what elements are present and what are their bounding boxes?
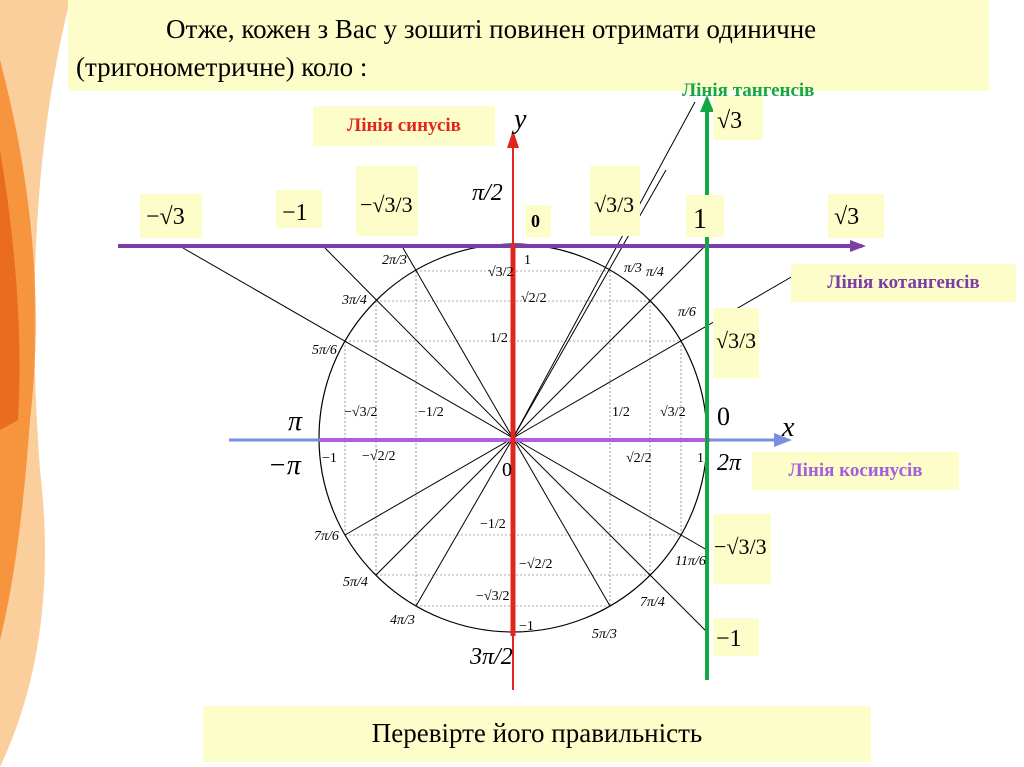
angle-pi-3: π/3 [624,261,642,276]
cotangent-arrow-icon [850,240,866,252]
three-half-pi-label: 3π/2 [470,644,513,670]
angle-pi-6: π/6 [678,305,696,320]
footer-text: Перевірте його правильність [371,718,703,748]
tangent-line-label: Лінія тангенсів [682,80,815,101]
half-pi-label: π/2 [472,180,503,206]
angle-labels [312,253,706,642]
cos-sqrt2-2: √2/2 [626,451,652,466]
angle-5pi-4: 5π/4 [343,575,368,590]
sin-minus-half: −1/2 [480,517,506,532]
cot-minus-sqrt3-over-3: −√3/3 [360,192,413,217]
cos-half: 1/2 [612,405,630,420]
tan-sqrt3-over-3: √3/3 [716,328,757,353]
angle-3pi-4: 3π/4 [342,293,367,308]
sin-sqrt2-2: √2/2 [521,291,547,306]
angle-5pi-6: 5π/6 [312,343,337,358]
sin-sqrt3-2: √3/2 [488,265,514,280]
tan-sqrt3: √3 [717,108,743,134]
cos-minus-half: −1/2 [418,405,444,420]
cos-minus-1: −1 [322,451,337,466]
minus-pi-label: −π [268,450,301,481]
angle-4pi-3: 4π/3 [390,613,415,628]
cotangent-line-label: Лінія котангенсів [791,264,1016,302]
cot-minus-1: −1 [282,200,308,226]
sin-minus-sqrt2-2: −√2/2 [519,557,553,572]
cos-minus-sqrt3-2: −√3/2 [344,405,378,420]
cos-sqrt3-2: √3/2 [660,405,686,420]
tan-minus-sqrt3-over-3: −√3/3 [714,534,767,559]
two-pi-label: 2π [717,450,742,476]
tangent-values [713,96,771,656]
sine-line-label: Лінія синусів [313,106,495,146]
tan-minus-1: −1 [716,626,742,652]
cot-zero: 0 [531,211,540,231]
y-axis-label: y [514,104,527,135]
zero-angle-label: 0 [717,402,730,431]
pi-label: π [288,406,303,437]
angle-5pi-3: 5π/3 [592,627,617,642]
angle-2pi-3: 2π/3 [382,253,407,268]
cot-sqrt3: √3 [834,204,860,230]
x-axis-label: x [782,412,795,443]
cot-sqrt3-over-3: √3/3 [594,192,635,217]
origin-label: 0 [502,459,512,481]
sin-minus-sqrt3-2: −√3/2 [476,589,510,604]
cos-1: 1 [697,451,704,466]
angle-11pi-6: 11π/6 [675,554,706,569]
cos-minus-sqrt2-2: −√2/2 [362,449,396,464]
sin-minus-1: −1 [519,619,534,634]
cot-minus-sqrt3: −√3 [146,204,185,230]
angle-pi-4: π/4 [646,265,664,280]
cosine-line-label: Лінія косинусів [752,452,959,490]
angle-7pi-4: 7π/4 [640,595,665,610]
angle-7pi-6: 7π/6 [314,529,339,544]
sin-half: 1/2 [490,331,508,346]
sin-1: 1 [524,253,531,268]
cot-one: 1 [693,204,707,235]
page-title: Отже, кожен з Вас у зошиті повинен отримати одиничне (тригонометричне) коло : [76,14,817,82]
footer-box [203,706,871,762]
